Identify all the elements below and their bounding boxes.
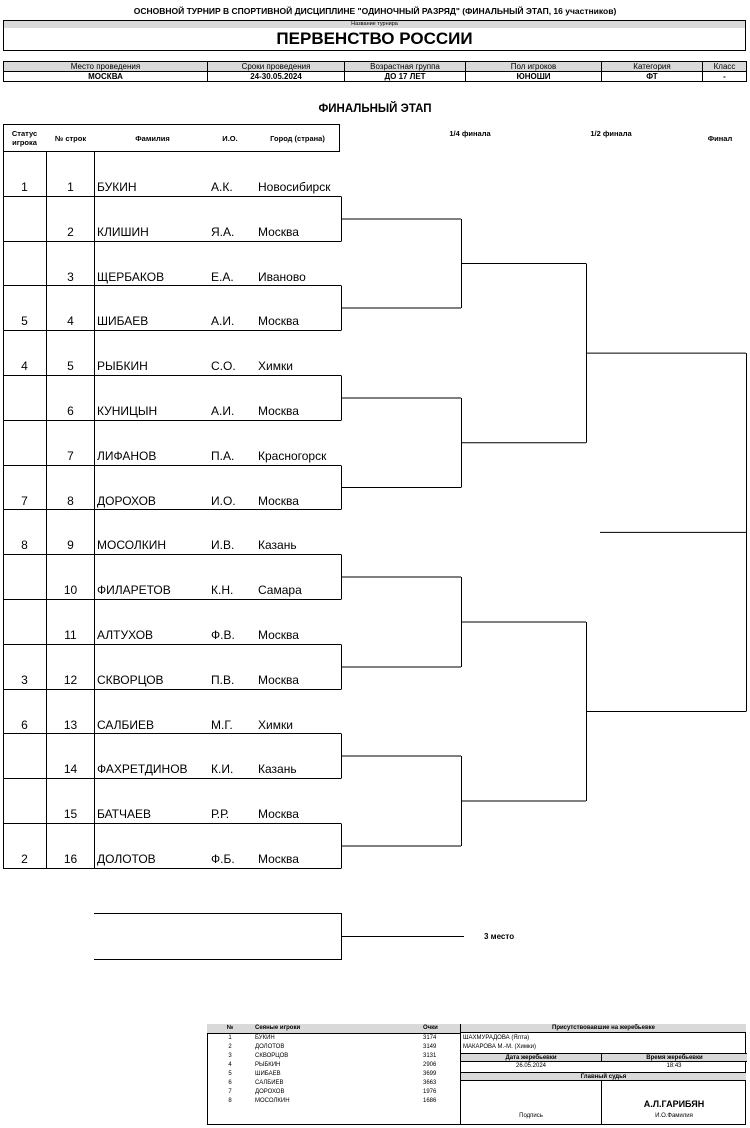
player-initials: К.И.	[211, 762, 234, 777]
player-city: Иваново	[258, 269, 306, 284]
present-2: МАКАРОВА М.-М. (Химки)	[463, 1044, 536, 1050]
player-surname: ФАХРЕТДИНОВ	[97, 762, 188, 777]
player-row: 9	[67, 538, 74, 553]
player-row: 11	[64, 628, 77, 642]
seeds-header-no: №	[207, 1024, 253, 1034]
seed-points: 3174	[423, 1035, 437, 1041]
seed-no: 4	[228, 1062, 232, 1068]
player-initials: Я.А.	[211, 224, 235, 239]
info-header-gender: Пол игроков	[466, 62, 602, 72]
seed-points: 1976	[423, 1089, 437, 1095]
seed-name: ДОЛОТОВ	[255, 1044, 285, 1050]
seed-name: ДОРОХОВ	[255, 1089, 285, 1095]
info-header-class: Класс	[703, 62, 747, 72]
third-place-label: 3 место	[484, 932, 515, 941]
player-row: 15	[63, 807, 78, 822]
player-surname: ФИЛАРЕТОВ	[97, 583, 171, 598]
tournament-name: ПЕРВЕНСТВО РОССИИ	[276, 29, 473, 48]
player-status: 8	[21, 538, 28, 553]
player-row: 2	[67, 224, 74, 239]
player-city: Химки	[258, 359, 293, 374]
column-final: Финал	[707, 134, 733, 143]
player-row: 5	[67, 359, 74, 374]
player-initials: И.О.	[211, 493, 236, 508]
seed-points: 3149	[423, 1044, 437, 1050]
player-surname: ЛИФАНОВ	[97, 448, 157, 463]
player-city: Москва	[258, 404, 299, 418]
present-1: ШАХМУРАДОВА (Ялта)	[463, 1035, 530, 1041]
player-surname: БУКИН	[97, 180, 137, 194]
player-row: 3	[67, 269, 74, 284]
seed-no: 8	[228, 1098, 232, 1104]
player-initials: П.В.	[211, 672, 235, 687]
seed-name: САЛБИЕВ	[255, 1080, 284, 1086]
player-initials: И.В.	[211, 538, 235, 553]
info-header-dates: Сроки проведения	[208, 62, 345, 72]
player-city: Самара	[258, 583, 302, 598]
player-row: 8	[67, 493, 74, 508]
seed-row	[207, 1097, 460, 1106]
player-surname: ДОЛОТОВ	[97, 852, 156, 866]
column-surname: Фамилия	[135, 134, 170, 143]
player-initials: Ф.В.	[211, 628, 235, 642]
column-initials: И.О.	[222, 134, 238, 143]
info-dates: 24-30.05.2024	[208, 72, 345, 82]
player-initials: А.И.	[211, 404, 235, 418]
judge-name: А.Л.ГАРИБЯН	[643, 1099, 705, 1109]
seed-name: БУКИН	[255, 1035, 275, 1041]
seed-points: 3131	[423, 1053, 437, 1059]
player-city: Москва	[258, 224, 299, 239]
main-title: ОСНОВНОЙ ТУРНИР В СПОРТИВНОЙ ДИСЦИПЛИНЕ "ОДИНОЧНЫЙ РАЗРЯД" (ФИНАЛЬНЫЙ ЭТАП, 16 участников)	[133, 6, 617, 16]
player-row: 10	[63, 583, 78, 598]
column-semifinal: 1/2 финала	[590, 129, 632, 138]
player-city: Москва	[258, 852, 299, 866]
player-row: 14	[63, 762, 78, 777]
seed-row	[207, 1034, 460, 1044]
player-row: 16	[63, 852, 78, 866]
player-surname: РЫБКИН	[97, 359, 148, 374]
seeds-header-points: Очки	[421, 1024, 460, 1034]
seed-row	[207, 1061, 460, 1070]
player-city: Москва	[258, 672, 299, 687]
column-status: Статус игрока	[11, 129, 38, 147]
player-initials: П.А.	[211, 448, 235, 463]
player-city: Москва	[258, 628, 299, 642]
player-surname: КУНИЦЫН	[97, 404, 158, 418]
seed-no: 7	[228, 1089, 232, 1095]
stage-title: ФИНАЛЬНЫЙ ЭТАП	[318, 103, 432, 115]
player-surname: ЩЕРБАКОВ	[97, 269, 165, 284]
column-city: Город (страна)	[270, 134, 325, 143]
player-status: 4	[21, 359, 28, 374]
seed-name: ШИБАЕВ	[255, 1071, 281, 1077]
player-initials: К.Н.	[211, 583, 234, 598]
player-city: Москва	[258, 807, 299, 822]
draw-date-label: Дата жеребьевки	[461, 1053, 601, 1062]
signature-label: Подпись	[519, 1113, 543, 1119]
seed-name: РЫБКИН	[255, 1062, 281, 1068]
player-row: 4	[67, 314, 74, 329]
player-city: Химки	[258, 717, 293, 732]
player-row: 6	[67, 404, 74, 418]
seed-no: 2	[228, 1044, 232, 1050]
player-initials: С.О.	[211, 359, 236, 374]
seed-points: 3699	[423, 1071, 437, 1077]
seed-row	[207, 1079, 460, 1088]
info-class: -	[703, 72, 747, 82]
draw-time-label: Время жеребьевки	[601, 1053, 747, 1062]
seed-points: 3663	[423, 1080, 437, 1086]
present-title: Присутствовавшие на жеребьевке	[461, 1024, 746, 1033]
player-initials: А.К.	[211, 180, 233, 194]
player-row: 13	[63, 717, 78, 732]
player-city: Красногорск	[258, 448, 327, 463]
draw-time: 18:43	[666, 1063, 682, 1069]
player-status: 7	[21, 493, 28, 508]
seed-row	[207, 1088, 460, 1097]
draw-info-panel	[460, 1024, 746, 1125]
info-header-age: Возрастная группа	[345, 62, 466, 72]
info-gender: ЮНОШИ	[466, 72, 602, 82]
player-status: 3	[21, 672, 28, 687]
player-row: 7	[67, 448, 74, 463]
seed-row	[207, 1070, 460, 1079]
player-initials: М.Г.	[211, 717, 233, 732]
player-status: 1	[21, 180, 28, 194]
player-city: Москва	[258, 493, 299, 508]
seed-points: 1686	[423, 1098, 437, 1104]
tournament-name-caption: Название турнира	[4, 21, 745, 28]
seed-no: 5	[228, 1071, 232, 1077]
player-city: Новосибирск	[258, 180, 331, 194]
player-initials: Ф.Б.	[211, 852, 235, 866]
draw-date: 26.05.2024	[515, 1063, 547, 1069]
seeded-players-table	[207, 1024, 460, 1106]
seed-name: МОСОЛКИН	[255, 1098, 290, 1104]
seed-row	[207, 1043, 460, 1052]
player-city: Казань	[258, 762, 297, 777]
player-surname: САЛБИЕВ	[97, 717, 155, 732]
seed-no: 6	[228, 1080, 232, 1086]
seed-no: 3	[228, 1053, 232, 1059]
player-surname: ШИБАЕВ	[97, 314, 149, 329]
column-quarterfinal: 1/4 финала	[449, 129, 491, 138]
player-city: Казань	[258, 538, 297, 553]
player-surname: МОСОЛКИН	[97, 538, 167, 553]
info-header-venue: Место проведения	[4, 62, 208, 72]
info-category: ФТ	[602, 72, 703, 82]
player-surname: СКВОРЦОВ	[97, 672, 164, 687]
player-row: 12	[63, 672, 78, 687]
info-venue: МОСКВА	[4, 72, 208, 82]
player-initials: Е.А.	[211, 269, 234, 284]
seed-points: 2906	[423, 1062, 437, 1068]
seeds-header-name: Сеяные игроки	[253, 1024, 421, 1034]
player-city: Москва	[258, 314, 299, 329]
judge-name-label: И.О.Фамилия	[655, 1113, 693, 1119]
seed-row	[207, 1052, 460, 1061]
player-surname: БАТЧАЕВ	[97, 807, 152, 822]
player-status: 6	[21, 717, 28, 732]
info-header-category: Категория	[602, 62, 703, 72]
column-row: № строк	[54, 134, 87, 143]
seed-no: 1	[228, 1035, 232, 1041]
player-initials: А.И.	[211, 314, 235, 329]
player-status: 5	[21, 314, 28, 329]
player-row: 1	[67, 180, 74, 194]
player-surname: КЛИШИН	[97, 224, 149, 239]
player-surname: АЛТУХОВ	[97, 628, 154, 642]
player-initials: Р.Р.	[211, 807, 230, 822]
judge-title: Главный судья	[461, 1072, 746, 1081]
player-surname: ДОРОХОВ	[97, 493, 156, 508]
seed-name: СКВОРЦОВ	[255, 1053, 289, 1059]
player-status: 2	[21, 852, 28, 866]
info-age: ДО 17 ЛЕТ	[345, 72, 466, 82]
